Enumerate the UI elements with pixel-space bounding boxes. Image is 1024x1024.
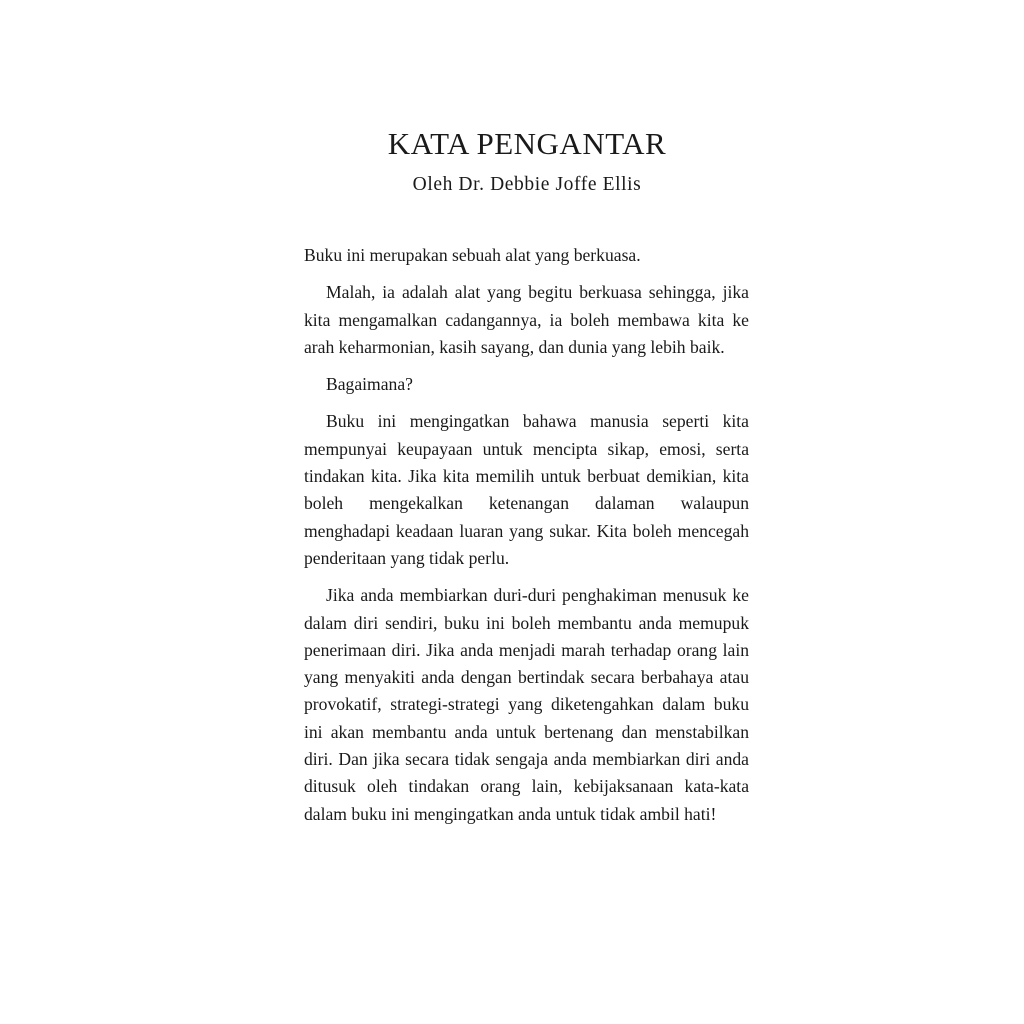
chapter-author: Oleh Dr. Debbie Joffe Ellis [412, 174, 642, 195]
paragraph-3: Bagaimana? [326, 374, 413, 395]
paragraph-2: Malah, ia adalah alat yang begitu berkuasa sehingga, jika kita mengamalkan cadangannya, ia boleh membawa kita ke arah keharmonian, kasih sayang, dan dunia yang lebih baik. [304, 282, 749, 357]
paragraph-5: Jika anda membiarkan duri-duri penghakiman menusuk ke dalam diri sendiri, buku ini boleh membantu anda memupuk penerimaan diri. Jika anda menjadi marah terhadap orang lain yang menyakiti anda dengan bertindak secara berbahaya atau provokatif, strategi-strategi yang diketengahkan dalam buku ini akan membantu anda untuk bertenang dan menstabilkan diri. Dan jika secara tidak sengaja anda membiarkan diri anda ditusuk oleh tindakan orang lain, kebijaksanaan kata-kata dalam buku ini mengingatkan anda untuk tidak ambil hati! [304, 585, 749, 824]
chapter-title: KATA PENGANTAR [387, 126, 667, 161]
paragraph-4: Buku ini mengingatkan bahawa manusia seperti kita mempunyai keupayaan untuk mencipta sikap, emosi, serta tindakan kita. Jika kita memilih untuk berbuat demikian, kita boleh mengekalkan ketenangan dalaman walaupun menghadapi keadaan luaran yang sukar. Kita boleh mencegah penderitaan yang tidak perlu. [304, 411, 749, 568]
chapter-body [304, 242, 749, 838]
paragraph-1: Buku ini merupakan sebuah alat yang berkuasa. [304, 245, 641, 265]
